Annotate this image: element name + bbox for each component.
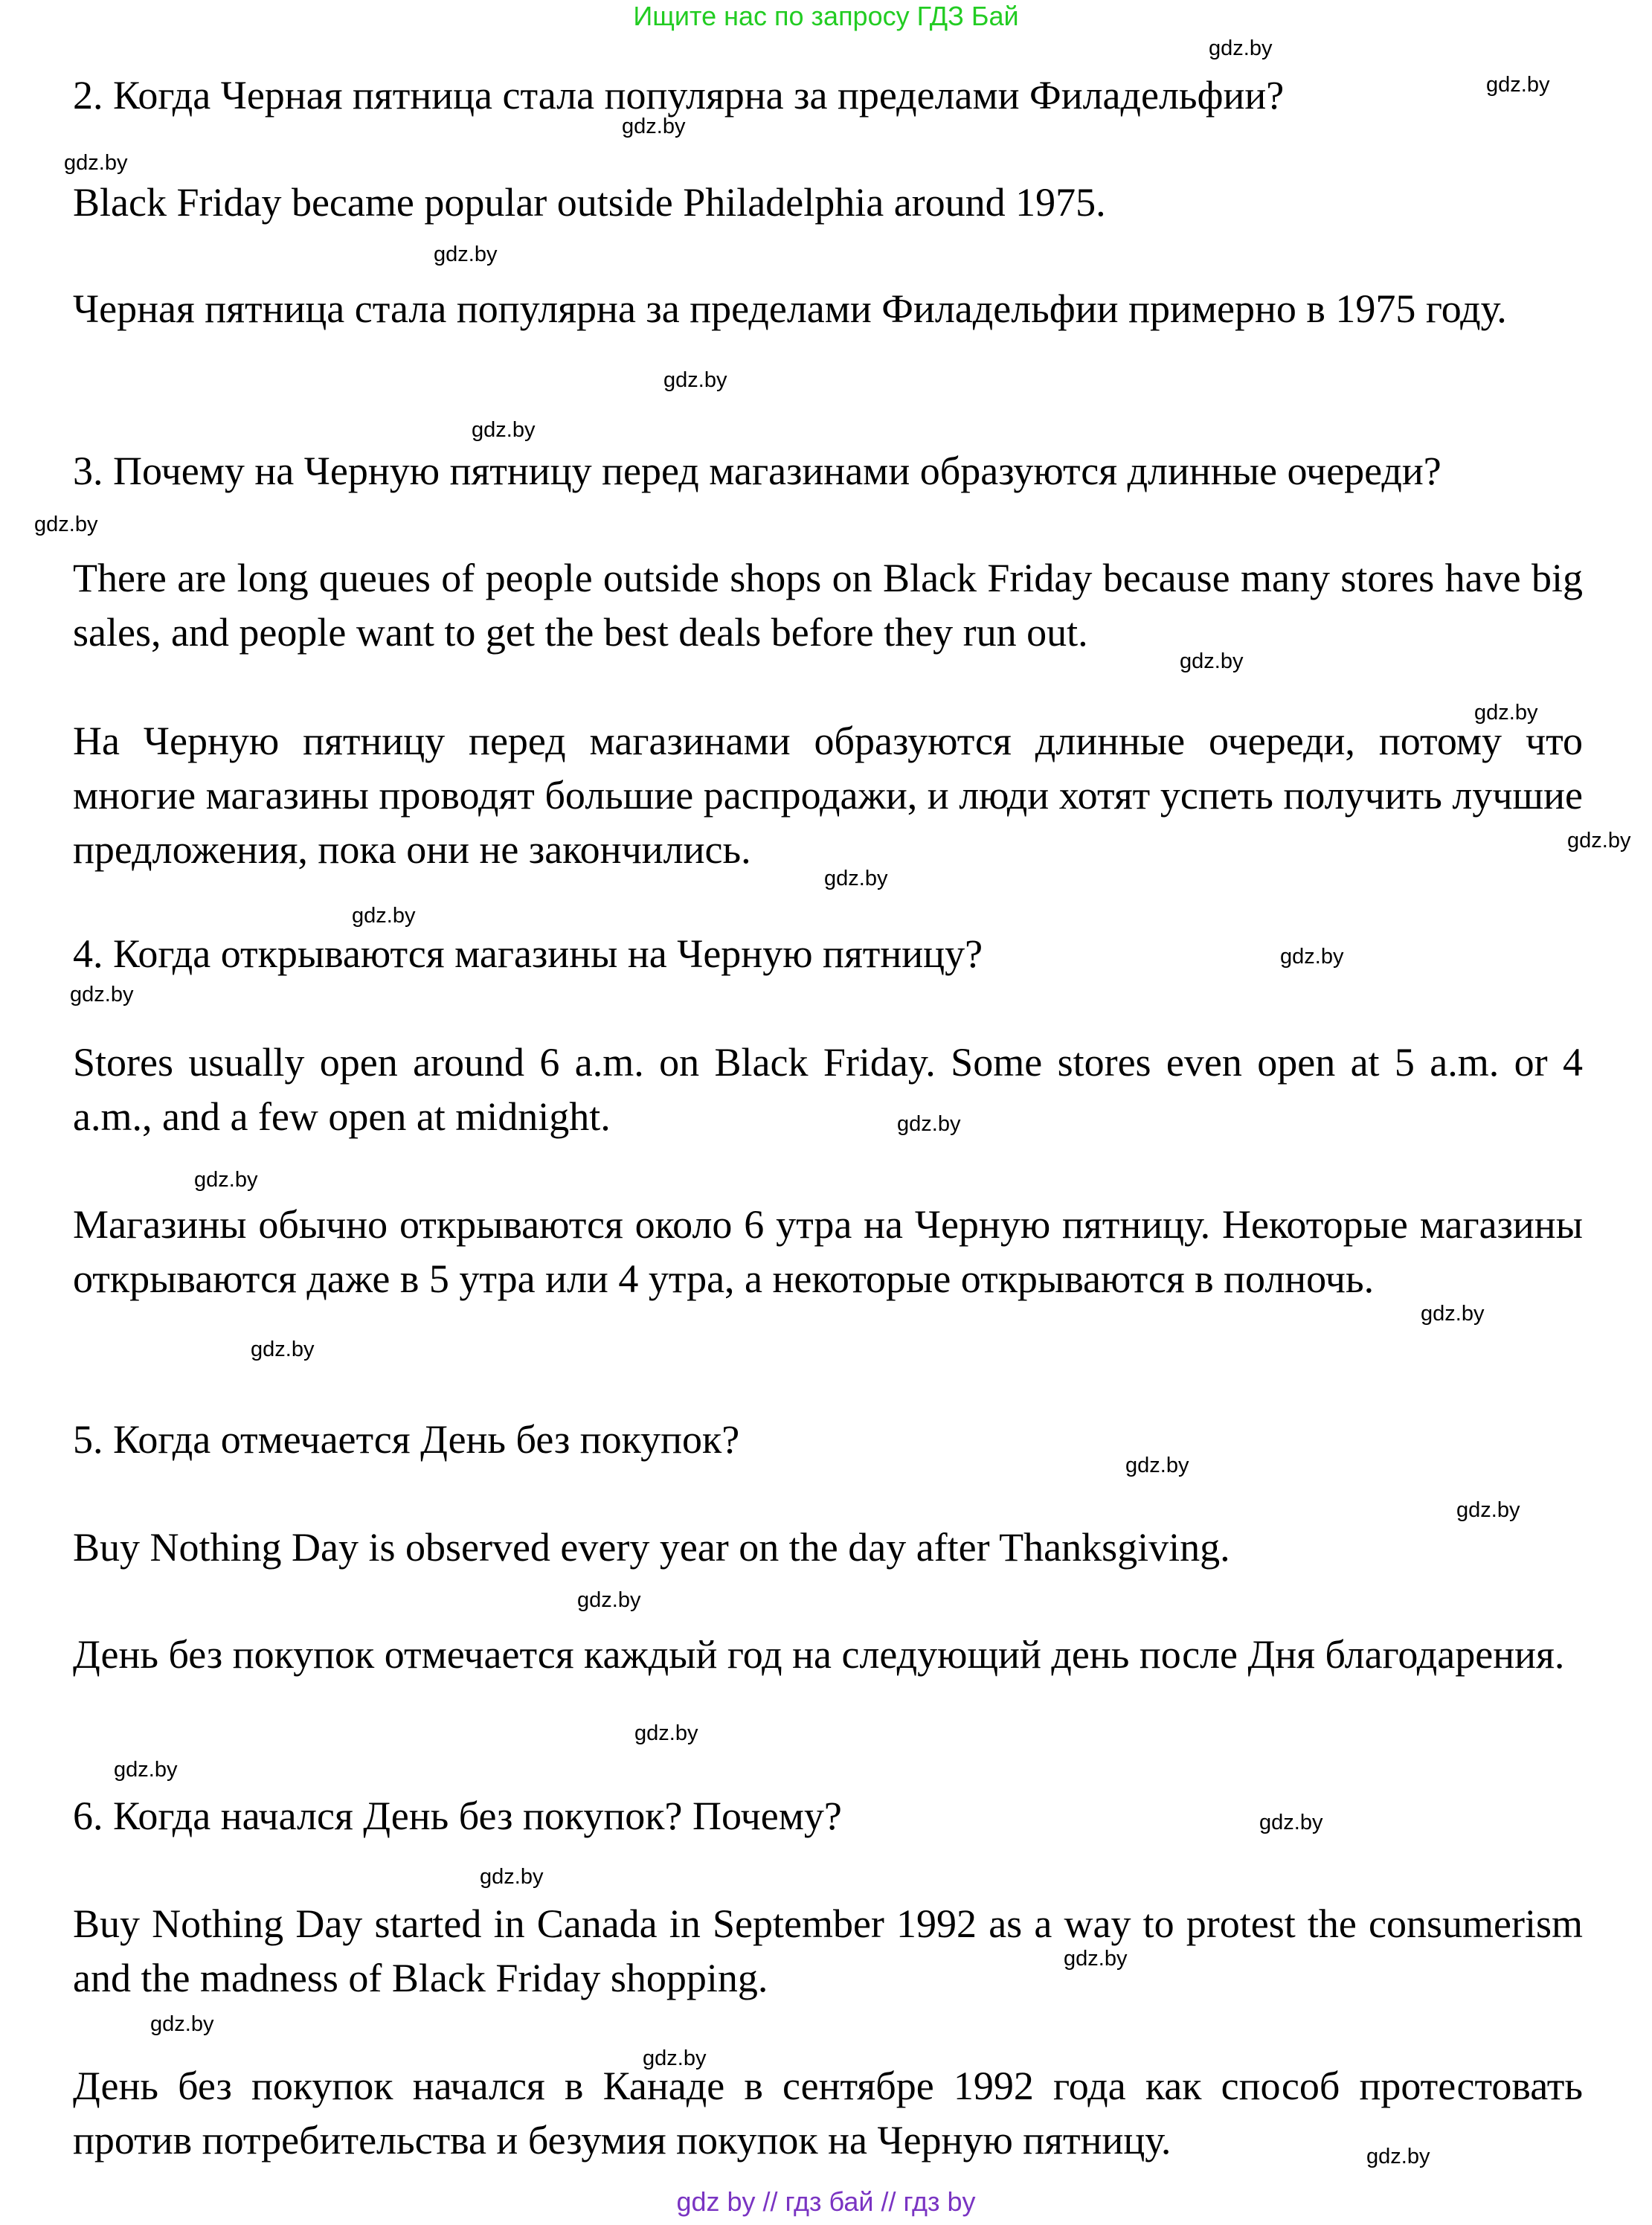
watermark: gdz.by: [150, 2012, 214, 2036]
answer-5-russian: День без покупок отмечается каждый год на следующий день после Дня благодарения.: [73, 1632, 1565, 1677]
watermark: gdz.by: [1064, 1947, 1128, 1971]
watermark: gdz.by: [1209, 36, 1273, 60]
watermark: gdz.by: [1125, 1454, 1189, 1477]
answer-4-english: Stores usually open around 6 a.m. on Black Friday. Some stores even open at 5 a.m. or 4 a.m., and a few open at midnight.: [73, 1040, 1583, 1139]
answer-2-russian: Черная пятница стала популярна за пределами Филадельфии примерно в 1975 году.: [73, 286, 1507, 331]
watermark: gdz.by: [64, 151, 128, 175]
footer-watermark: gdz by // гдз бай // гдз by: [676, 2186, 976, 2217]
answer-2-english: Black Friday became popular outside Philadelphia around 1975.: [73, 180, 1106, 225]
answer-6-english: Buy Nothing Day started in Canada in September 1992 as a way to protest the consumerism and the madness of Black Friday shopping.: [73, 1901, 1583, 2000]
watermark: gdz.by: [472, 418, 536, 442]
watermark: gdz.by: [434, 243, 498, 266]
watermark: gdz.by: [1180, 649, 1244, 673]
question-6: 6. Когда начался День без покупок? Почему?: [73, 1794, 842, 1838]
watermark: gdz.by: [643, 2046, 707, 2070]
answer-3-english: There are long queues of people outside shops on Black Friday because many stores have big sales, and people want to get the best deals before they run out.: [73, 556, 1583, 655]
watermark: gdz.by: [663, 368, 727, 392]
watermark: gdz.by: [352, 904, 416, 928]
watermark: gdz.by: [1421, 1302, 1485, 1326]
watermark: gdz.by: [1456, 1498, 1520, 1522]
watermark: gdz.by: [251, 1338, 315, 1361]
watermark: gdz.by: [1486, 73, 1550, 97]
question-5: 5. Когда отмечается День без покупок?: [73, 1417, 740, 1462]
watermark: gdz.by: [1567, 829, 1631, 853]
watermark: gdz.by: [634, 1721, 698, 1745]
watermark: gdz.by: [897, 1112, 961, 1136]
question-2: 2. Когда Черная пятница стала популярна за пределами Филадельфии?: [73, 73, 1285, 118]
watermark: gdz.by: [1474, 701, 1538, 725]
answer-6-russian: День без покупок начался в Канаде в сентябре 1992 года как способ протестовать против потребительства и безумия покупок на Черную пятницу.: [73, 2064, 1583, 2163]
answer-4-russian: Магазины обычно открываются около 6 утра на Черную пятницу. Некоторые магазины открываются даже в 5 утра или 4 утра, а некоторые открываются в полночь.: [73, 1202, 1583, 1301]
watermark: gdz.by: [1366, 2145, 1430, 2168]
watermark: gdz.by: [34, 513, 98, 536]
watermark: gdz.by: [70, 983, 134, 1006]
question-4: 4. Когда открываются магазины на Черную пятницу?: [73, 931, 983, 976]
answer-3-russian: На Черную пятницу перед магазинами образуются длинные очереди, потому что многие магазины проводят большие распродажи, и люди хотят успеть получить лучшие предложения, пока они не закончились.: [73, 719, 1583, 872]
watermark: gdz.by: [194, 1168, 258, 1192]
watermark: gdz.by: [1259, 1811, 1323, 1834]
watermark: gdz.by: [824, 867, 888, 890]
watermark: gdz.by: [1280, 945, 1344, 969]
search-hint-banner: Ищите нас по запросу ГДЗ Бай: [633, 1, 1019, 31]
question-3: 3. Почему на Черную пятницу перед магазинами образуются длинные очереди?: [73, 449, 1442, 493]
watermark: gdz.by: [577, 1588, 641, 1612]
watermark: gdz.by: [114, 1758, 178, 1782]
answer-5-english: Buy Nothing Day is observed every year on the day after Thanksgiving.: [73, 1525, 1230, 1570]
watermark: gdz.by: [622, 115, 686, 138]
watermark: gdz.by: [480, 1865, 544, 1889]
